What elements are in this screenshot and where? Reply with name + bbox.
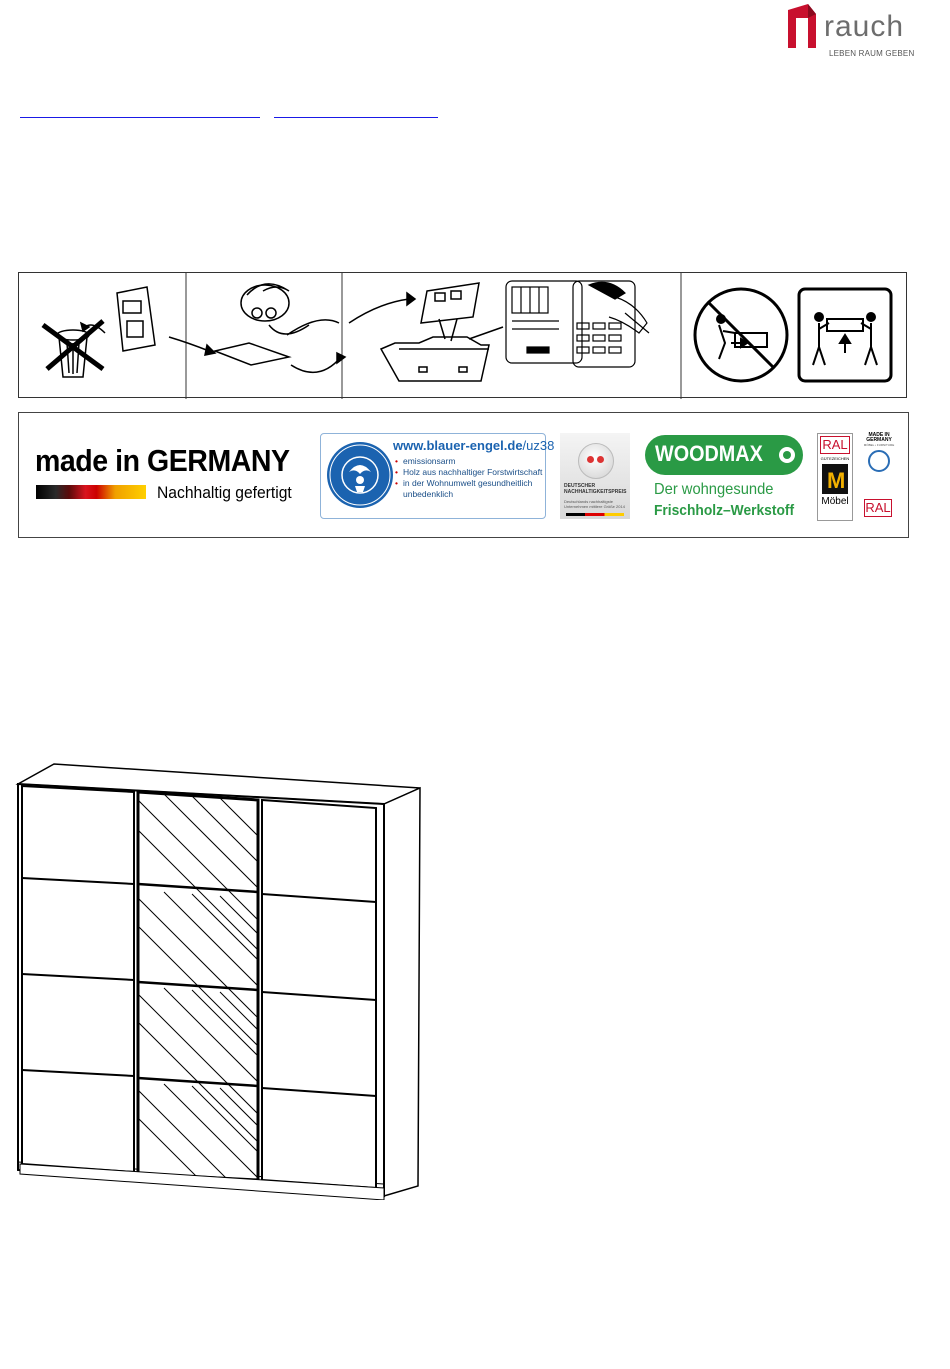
list-item: • in der Wohnumwelt gesundheitlich unbedenklich (395, 478, 543, 500)
woodmax-dot-icon (779, 447, 795, 463)
ral-caption: GÜTEZEICHEN (820, 456, 850, 461)
ral-mig-title: MADE IN GERMANY (866, 432, 892, 443)
ral-mig-badge: RAL (865, 500, 891, 515)
blauer-engel-badge (320, 433, 555, 519)
nachhaltigkeitspreis-badge (560, 433, 630, 519)
german-flag-gradient (36, 485, 146, 499)
award-caption: Deutschlands nachhaltigste Unternehmen mittlere Größe 2014 (564, 499, 625, 509)
blauer-engel-url[interactable]: www.blauer-engel.de/uz38 (393, 438, 555, 453)
ral-label: Möbel (821, 496, 849, 507)
list-item: • emissionsarm (395, 456, 543, 467)
made-in-germany-title: made in GERMANY (35, 443, 290, 478)
wardrobe-drawing (14, 760, 424, 1200)
brand-logo (786, 2, 915, 62)
list-item: • Holz aus nachhaltiger Forstwirtschaft (395, 467, 543, 478)
instruction-pictograms (19, 273, 908, 399)
certification-strip (18, 412, 909, 538)
link-underline-2[interactable] (274, 116, 438, 118)
ral-guetezeichen-badge (817, 433, 853, 521)
brand-tagline: LEBEN RAUM GEBEN (829, 49, 915, 58)
link-underline-1[interactable] (20, 116, 260, 118)
award-flag-stripe (566, 513, 624, 516)
no-trash-icon (43, 287, 155, 377)
woodmax-logo (645, 435, 803, 475)
blauer-engel-seal-icon (327, 442, 393, 508)
woodmax-name: WOODMAX (655, 441, 763, 466)
woodmax-tagline-1: Der wohngesunde (654, 481, 774, 498)
rauch-logo-mark-icon (786, 4, 820, 48)
read-manual-icon (169, 284, 345, 372)
woodmax-tagline-2: Frischholz–Werkstoff (654, 502, 795, 519)
keep-documents-icon (349, 283, 503, 381)
blauer-engel-criteria-list (395, 456, 543, 500)
moebel-m-icon (822, 464, 848, 494)
no-dragging-icon (695, 289, 787, 381)
award-title: DEUTSCHER NACHHALTIGKEITSPREIS (564, 483, 627, 495)
made-in-germany-subtitle: Nachhaltig gefertigt (157, 483, 292, 502)
ral-mig-caption: MÖBEL • FURNITURE (863, 443, 895, 447)
instruction-pictogram-strip (18, 272, 907, 398)
parts-list-icon (506, 281, 649, 367)
brand-wordmark: rauch (824, 10, 905, 43)
lift-two-persons-icon (799, 289, 891, 381)
award-trophy-icon (578, 443, 614, 479)
ral-seal-icon (868, 450, 890, 472)
ral-badge: RAL (820, 436, 850, 454)
ral-made-in-germany-badge (862, 433, 896, 519)
